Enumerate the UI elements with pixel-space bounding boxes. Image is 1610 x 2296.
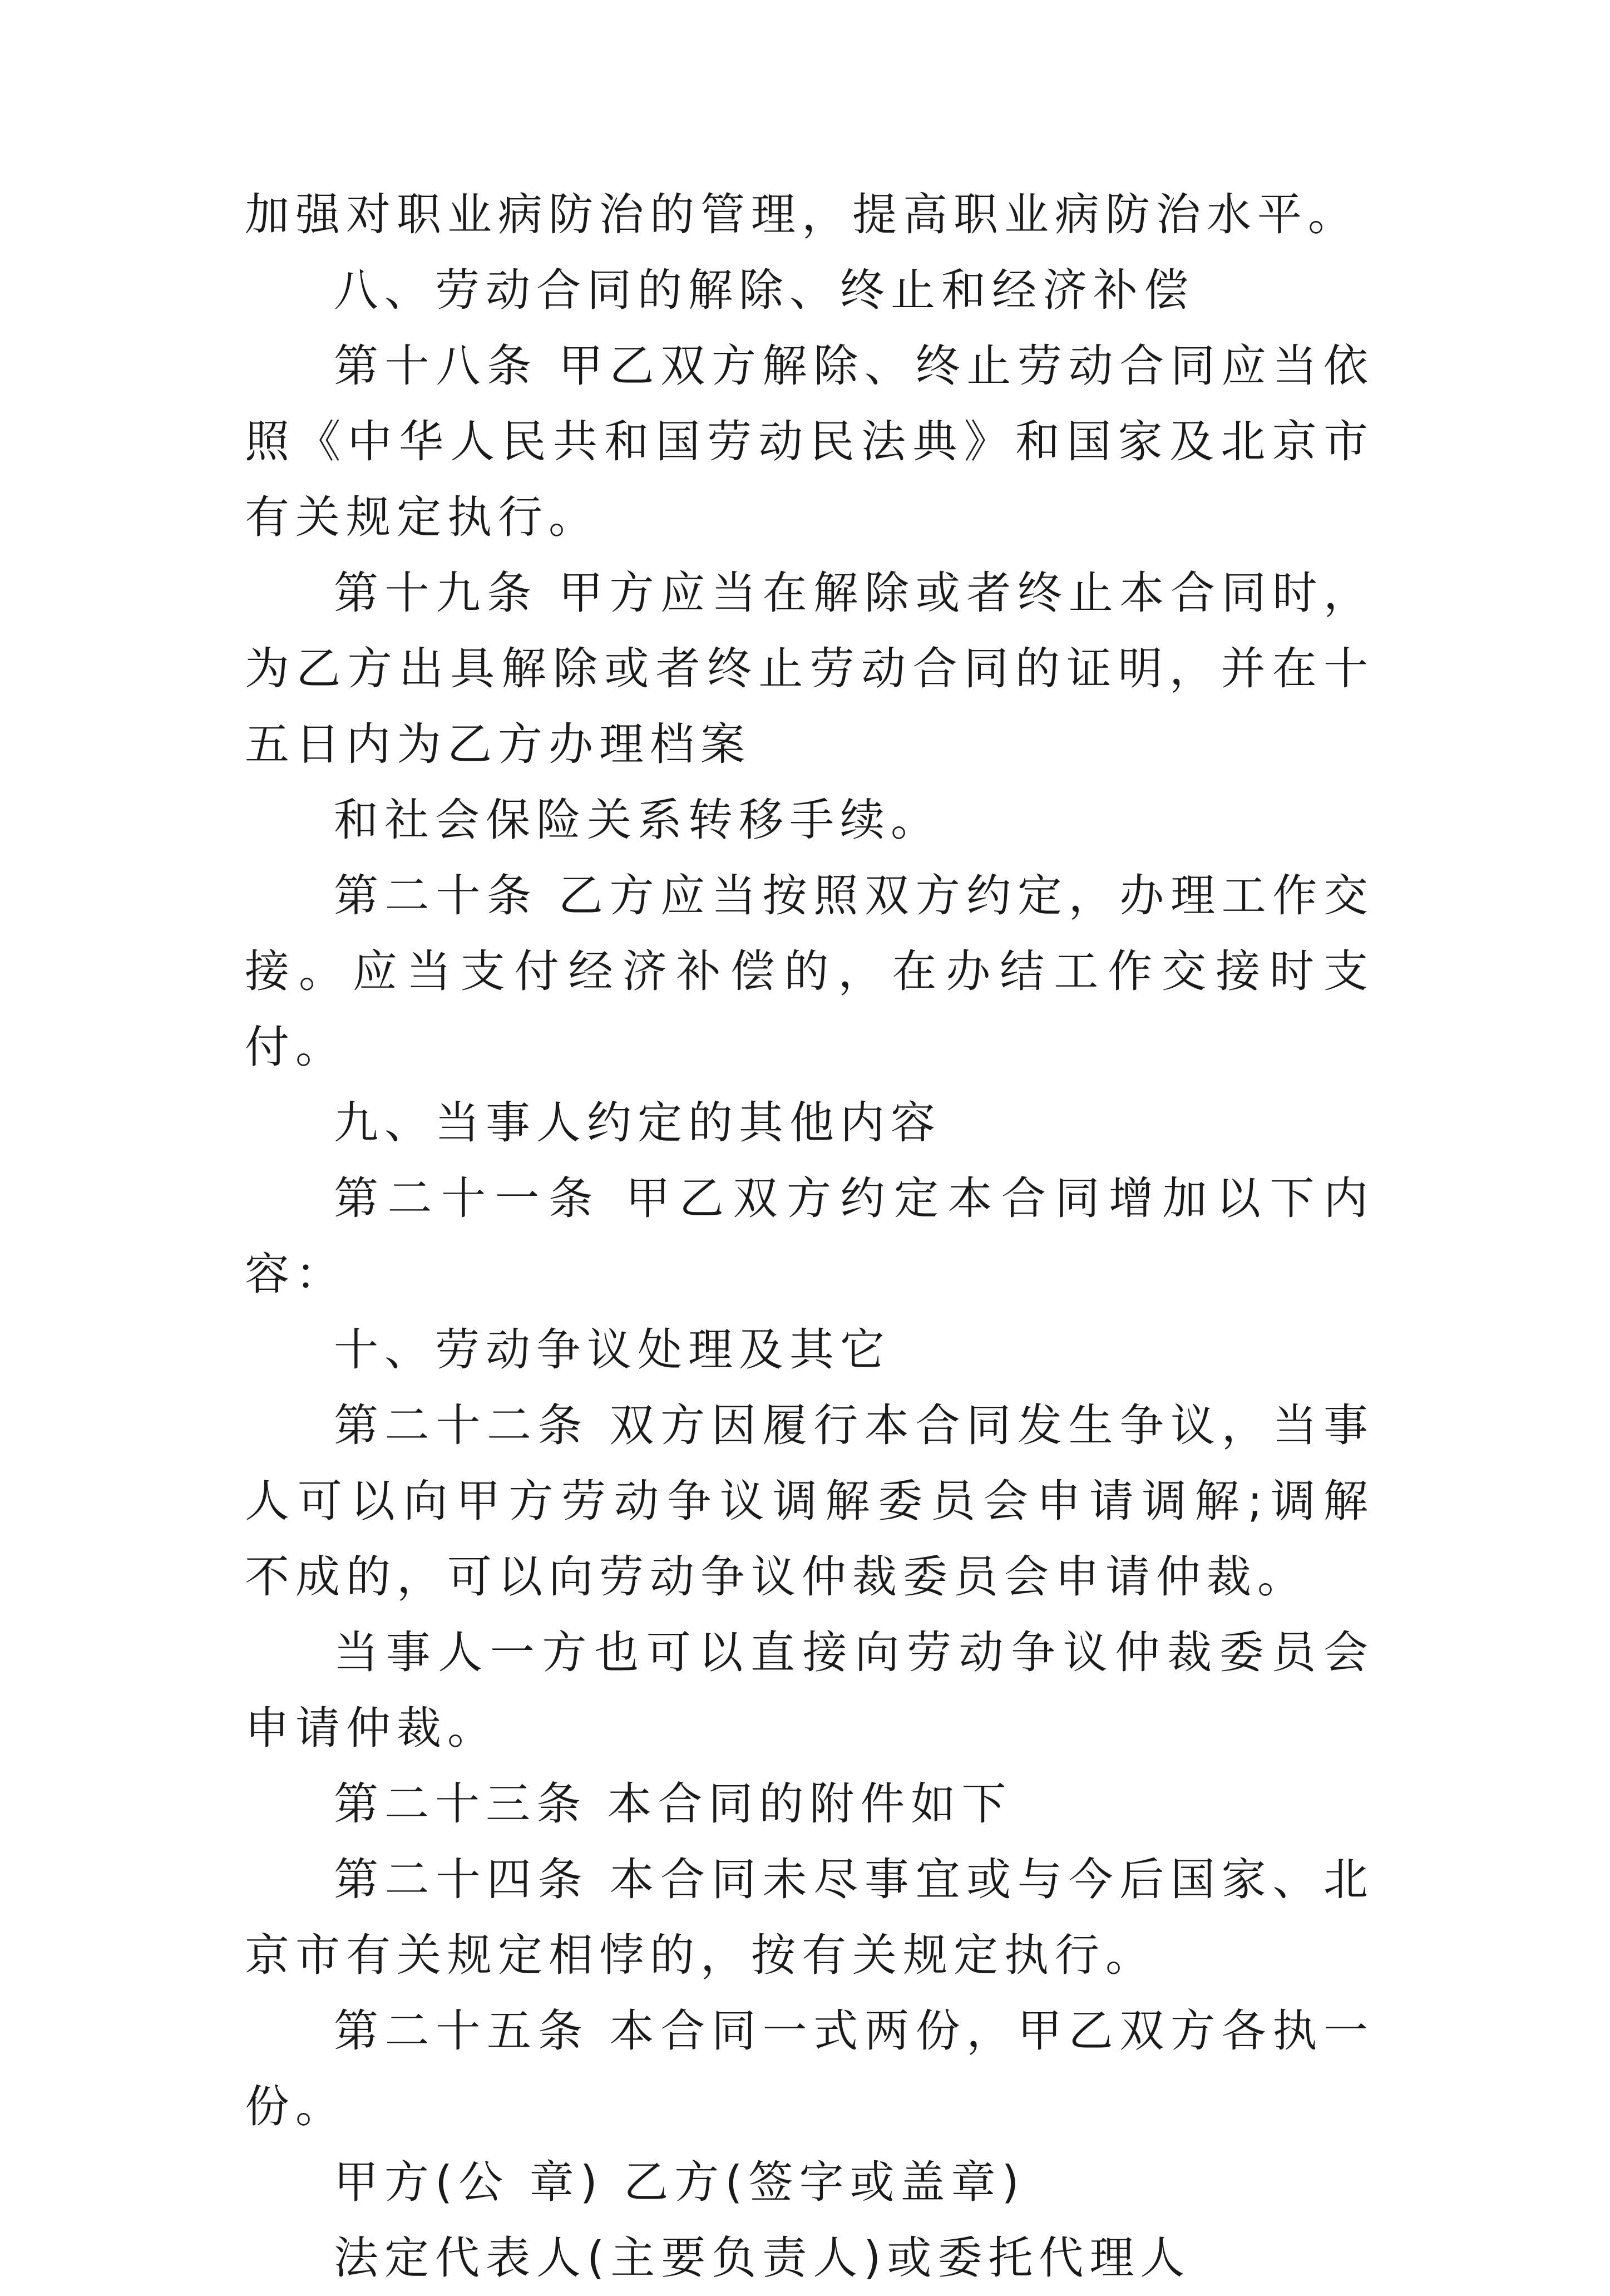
- article-18: 第十八条 甲乙双方解除、终止劳动合同应当依照《中华人民共和国劳动民法典》和国家及北京市有关规定执行。: [245, 340, 1374, 543]
- section-heading-8: 八、劳动合同的解除、终止和经济补偿: [334, 264, 1194, 316]
- signature-line-parties: 甲方(公 章) 乙方(签字或盖章): [334, 2156, 1025, 2208]
- article-25: 第二十五条 本合同一式两份，甲乙双方各执一份。: [245, 2005, 1374, 2132]
- article-19-continued: 和社会保险关系转移手续。: [334, 794, 941, 846]
- article-23: 第二十三条 本合同的附件如下: [334, 1778, 1013, 1830]
- article-19: 第十九条 甲方应当在解除或者终止本合同时，为乙方出具解除或者终止劳动合同的证明，并在十五日内为乙方办理档案: [245, 567, 1374, 770]
- document-body: [245, 177, 1374, 2296]
- paragraph-1: 加强对职业病防治的管理，提高职业病防治水平。: [245, 189, 1359, 240]
- article-24: 第二十四条 本合同未尽事宜或与今后国家、北京市有关规定相悖的，按有关规定执行。: [245, 1854, 1374, 1981]
- article-22-continued: 当事人一方也可以直接向劳动争议仲裁委员会申请仲裁。: [245, 1627, 1374, 1754]
- article-22: 第二十二条 双方因履行本合同发生争议，当事人可以向甲方劳动争议调解委员会申请调解;调解不成的，可以向劳动争议仲裁委员会申请仲裁。: [245, 1400, 1374, 1603]
- article-21: 第二十一条 甲乙双方约定本合同增加以下内容：: [245, 1172, 1374, 1300]
- article-20: 第二十条 乙方应当按照双方约定，办理工作交接。应当支付经济补偿的，在办结工作交接时支付。: [245, 870, 1374, 1073]
- section-heading-10: 十、劳动争议处理及其它: [334, 1324, 891, 1376]
- section-heading-9: 九、当事人约定的其他内容: [334, 1097, 941, 1149]
- signature-line-representative: 法定代表人(主要负责人)或委托代理人: [334, 2232, 1191, 2284]
